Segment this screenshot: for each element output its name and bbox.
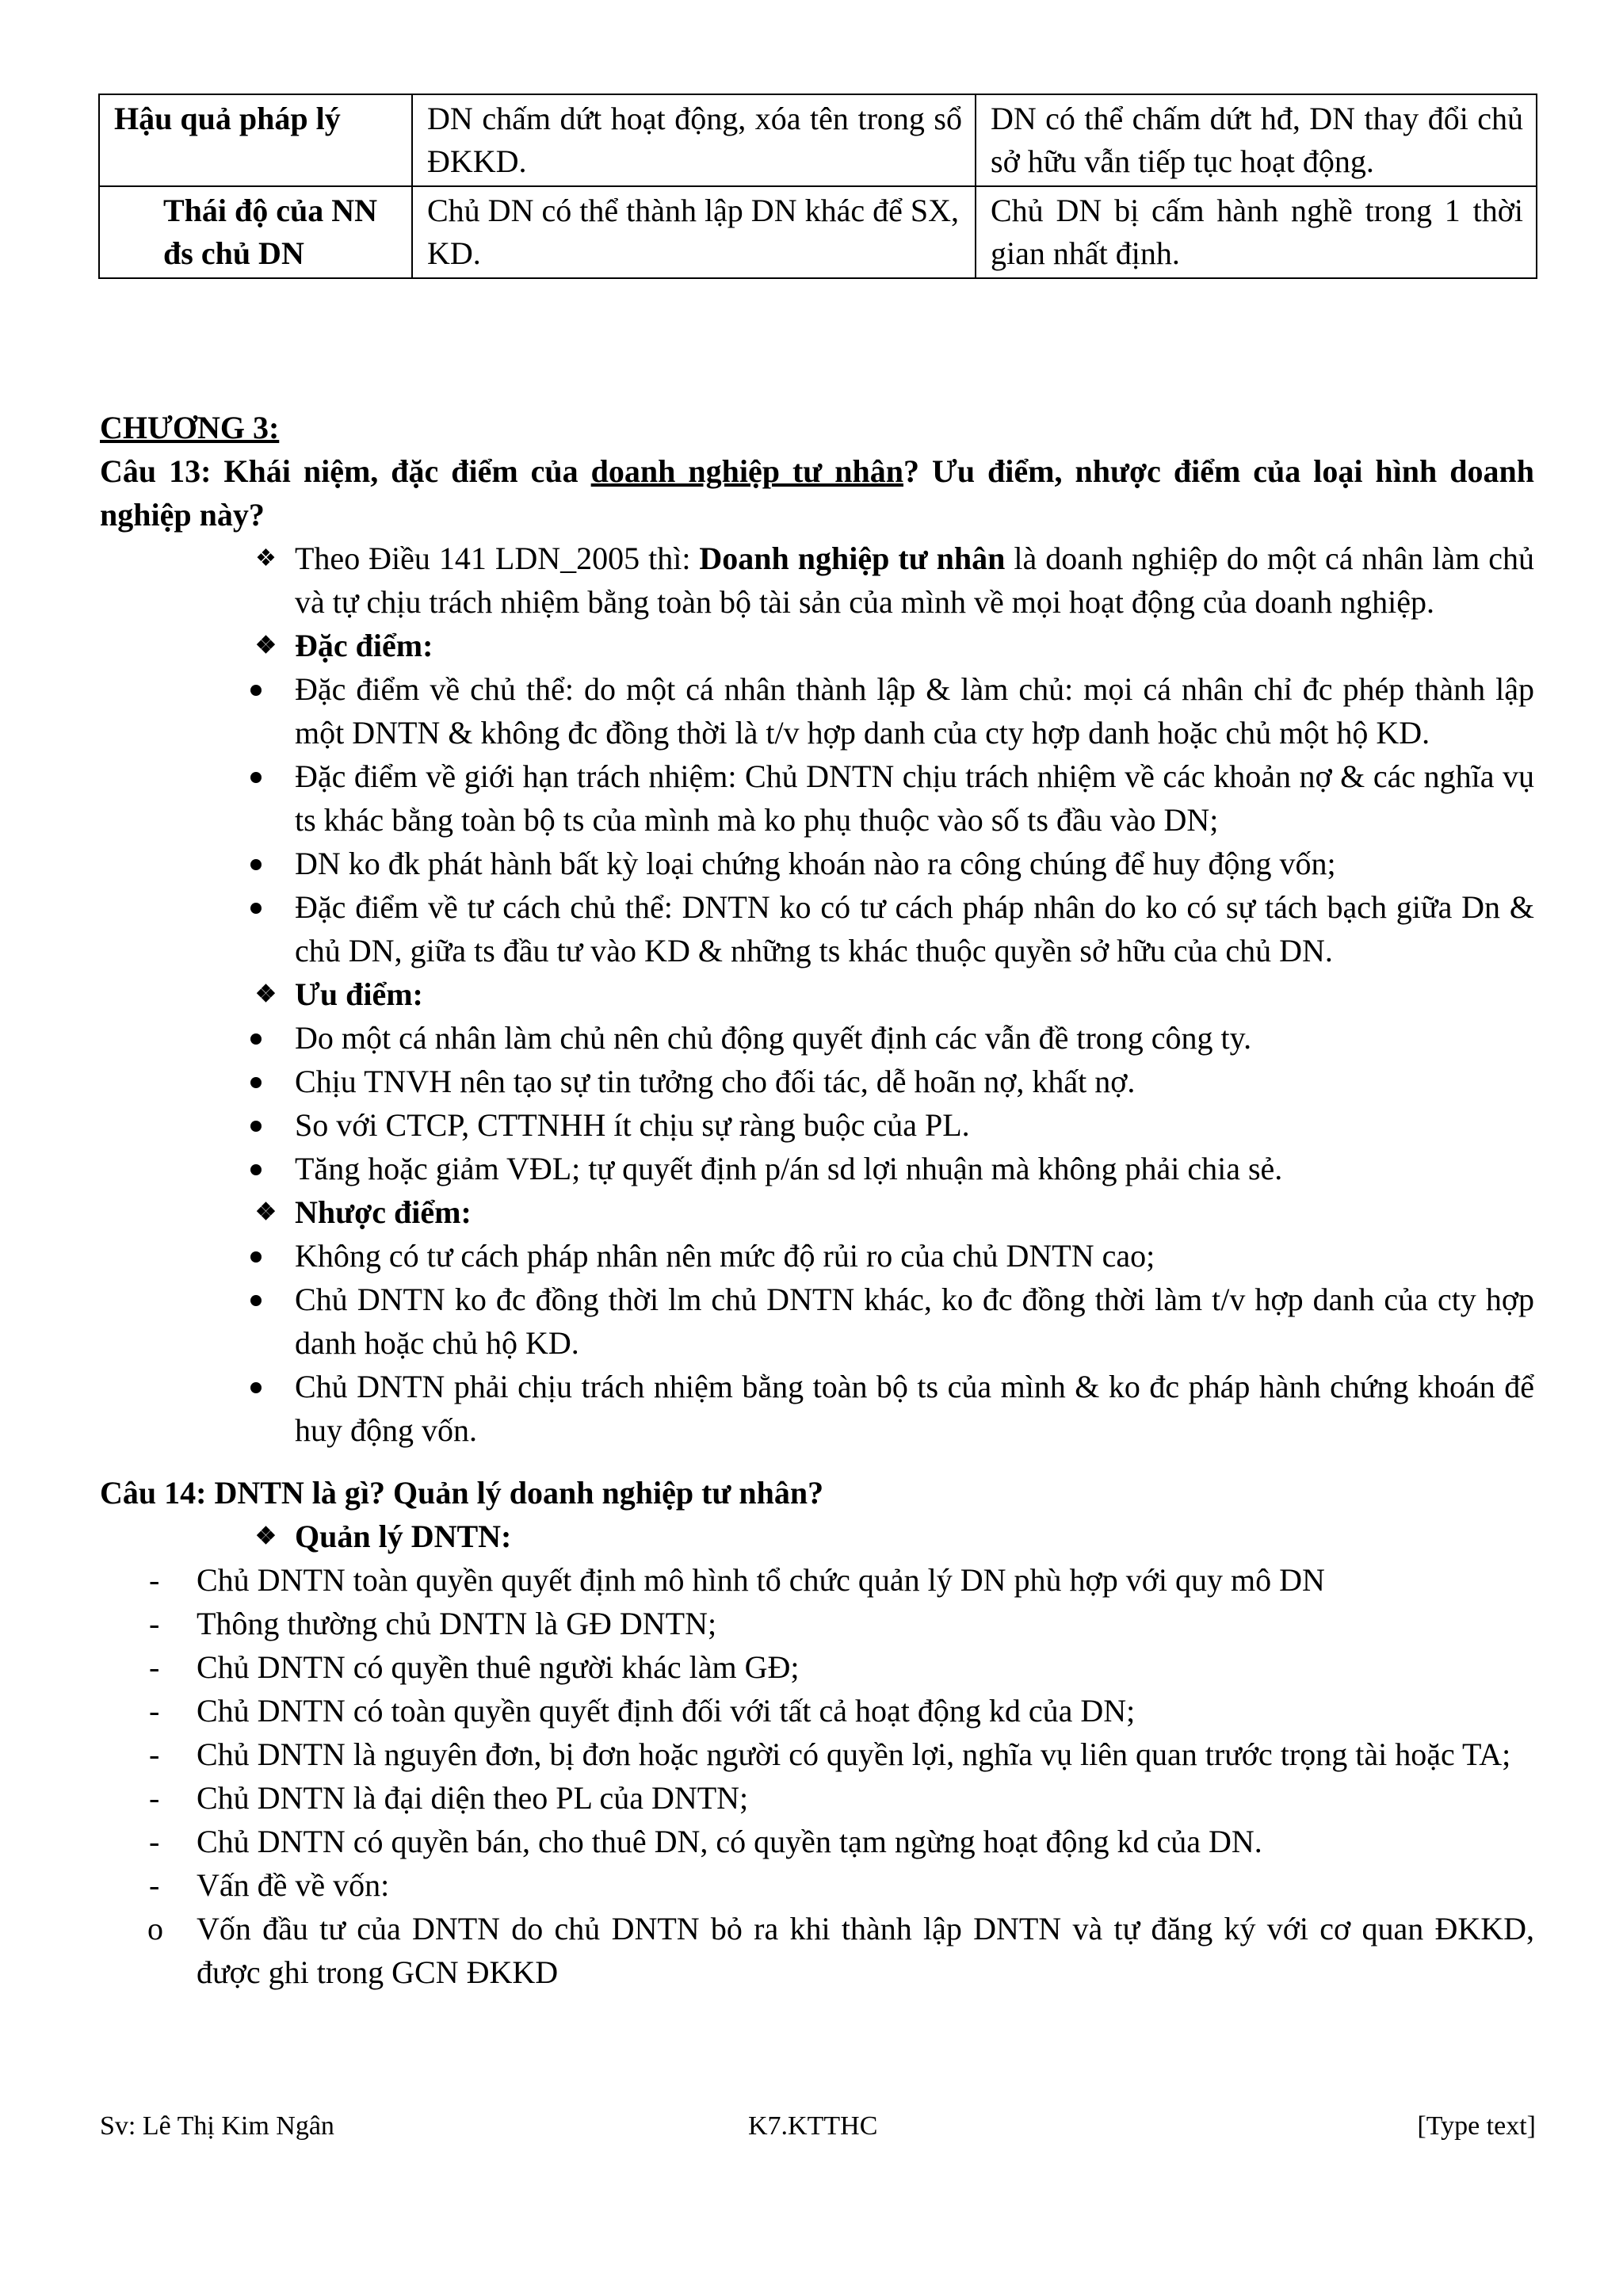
list-item: - Chủ DNTN có quyền thuê người khác làm GĐ; xyxy=(100,1645,1534,1689)
list-item: - Chủ DNTN là đại diện theo PL của DNTN; xyxy=(100,1776,1534,1820)
dash-bullet-icon: - xyxy=(149,1693,160,1729)
diamond-bullet-icon: ❖ xyxy=(255,632,277,659)
footer-author: Sv: Lê Thị Kim Ngân xyxy=(100,2111,334,2141)
list-item: Đặc điểm về giới hạn trách nhiệm: Chủ DNTN chịu trách nhiệm về các khoản nợ & các nghĩa vụ ts khác bằng toàn bộ ts của mình mà ko phụ thuộc vào số ts đầu vào DN; xyxy=(100,755,1534,842)
comparison-table xyxy=(98,94,1537,279)
bullet-dot-icon xyxy=(250,859,262,870)
dash-bullet-icon: - xyxy=(149,1606,160,1641)
list-item: Đặc điểm về chủ thể: do một cá nhân thành lập & làm chủ: mọi cá nhân chỉ đc phép thành lập một DNTN & không đc đồng thời là t/v hợp danh của cty hợp danh hoặc chủ một hộ KD. xyxy=(100,667,1534,755)
bullet-dot-icon xyxy=(250,1121,262,1132)
list-item: - Thông thường chủ DNTN là GĐ DNTN; xyxy=(100,1602,1534,1645)
bullet-dot-icon xyxy=(250,1164,262,1175)
list-item: Tăng hoặc giảm VĐL; tự quyết định p/án sd lợi nhuận mà không phải chia sẻ. xyxy=(100,1147,1534,1190)
cons-heading: ❖ Nhược điểm: xyxy=(100,1190,1534,1234)
features-heading: ❖ Đặc điểm: xyxy=(100,624,1534,667)
bullet-dot-icon xyxy=(250,1077,262,1088)
diamond-bullet-icon: ❖ xyxy=(255,981,277,1007)
definition-text-start: Theo Điều 141 LDN_2005 thì: xyxy=(295,541,700,576)
dash-bullet-icon: - xyxy=(149,1562,160,1598)
definition-text-end: là doanh nghiệp do một cá nhân làm chủ và tự chịu trách nhiệm bằng toàn bộ tài sản của mình về mọi hoạt động của doanh nghiệp. xyxy=(295,541,1534,620)
circle-bullet-icon: o xyxy=(147,1911,163,1946)
page-footer xyxy=(100,2107,1536,2146)
list-item: Chịu TNVH nên tạo sự tin tưởng cho đối tác, dễ hoãn nợ, khất nợ. xyxy=(100,1060,1534,1103)
definition-term: Doanh nghiệp tư nhân xyxy=(699,541,1006,576)
question-13-title xyxy=(100,449,1534,537)
dash-bullet-icon: - xyxy=(149,1649,160,1685)
list-item: DN ko đk phát hành bất kỳ loại chứng khoán nào ra công chúng để huy động vốn; xyxy=(100,842,1534,885)
table-cell: DN chấm dứt hoạt động, xóa tên trong sổ ĐKKD. xyxy=(412,94,976,186)
list-item: - Chủ DNTN là nguyên đơn, bị đơn hoặc người có quyền lợi, nghĩa vụ liên quan trước trọng tài hoặc TA; xyxy=(100,1733,1534,1776)
diamond-bullet-icon: ❖ xyxy=(255,1523,277,1549)
table-row-label: Hậu quả pháp lý xyxy=(99,94,412,186)
table-cell: Chủ DN bị cấm hành nghề trong 1 thời gian nhất định. xyxy=(976,186,1537,278)
list-item: Chủ DNTN ko đc đồng thời lm chủ DNTN khác, ko đc đồng thời làm t/v hợp danh của cty hợp danh hoặc chủ hộ KD. xyxy=(100,1278,1534,1365)
bullet-dot-icon xyxy=(250,1033,262,1045)
diamond-bullet-icon: ❖ xyxy=(255,545,277,571)
footer-placeholder: [Type text] xyxy=(1417,2111,1536,2141)
definition-item xyxy=(100,537,1534,624)
table-cell: Chủ DN có thể thành lập DN khác để SX, KD. xyxy=(412,186,976,278)
table-row xyxy=(99,94,1537,186)
bullet-dot-icon xyxy=(250,1382,262,1393)
pros-heading: ❖ Ưu điểm: xyxy=(100,972,1534,1016)
table-cell: DN có thể chấm dứt hđ, DN thay đổi chủ sở hữu vẫn tiếp tục hoạt động. xyxy=(976,94,1537,186)
chapter-heading: CHƯƠNG 3: xyxy=(100,410,280,445)
dash-bullet-icon: - xyxy=(149,1736,160,1772)
sub-list-item: o Vốn đầu tư của DNTN do chủ DNTN bỏ ra khi thành lập DNTN và tự đăng ký với cơ quan ĐKKD, được ghi trong GCN ĐKKD xyxy=(100,1907,1534,1994)
list-item: Do một cá nhân làm chủ nên chủ động quyết định các vẫn đề trong công ty. xyxy=(100,1016,1534,1060)
list-item: So với CTCP, CTTNHH ít chịu sự ràng buộc của PL. xyxy=(100,1103,1534,1147)
list-item: - Chủ DNTN có toàn quyền quyết định đối với tất cả hoạt động kd của DN; xyxy=(100,1689,1534,1733)
dash-bullet-icon: - xyxy=(149,1824,160,1859)
management-heading: ❖ Quản lý DNTN: xyxy=(100,1515,1534,1558)
list-item: - Chủ DNTN có quyền bán, cho thuê DN, có quyền tạm ngừng hoạt động kd của DN. xyxy=(100,1820,1534,1863)
question-13-title-end: ? Ưu điểm, nhược điểm của loại hình doanh nghiệp này? xyxy=(100,453,1534,533)
dash-bullet-icon: - xyxy=(149,1780,160,1816)
dash-bullet-icon: - xyxy=(149,1867,160,1903)
bullet-dot-icon xyxy=(250,772,262,783)
list-item: Chủ DNTN phải chịu trách nhiệm bằng toàn bộ ts của mình & ko đc pháp hành chứng khoán để huy động vốn. xyxy=(100,1365,1534,1452)
bullet-dot-icon xyxy=(250,903,262,914)
question-13-title-start: Câu 13: Khái niệm, đặc điểm của xyxy=(100,453,591,489)
question-14-title: Câu 14: DNTN là gì? Quản lý doanh nghiệp tư nhân? xyxy=(100,1475,824,1511)
list-item: Không có tư cách pháp nhân nên mức độ rủi ro của chủ DNTN cao; xyxy=(100,1234,1534,1278)
document-body xyxy=(100,406,1534,1994)
list-item: - Chủ DNTN toàn quyền quyết định mô hình tổ chức quản lý DN phù hợp với quy mô DN xyxy=(100,1558,1534,1602)
bullet-dot-icon xyxy=(250,1251,262,1263)
question-13-title-term: doanh nghiệp tư nhân xyxy=(590,453,903,489)
footer-class: K7.KTTHC xyxy=(748,2111,878,2141)
diamond-bullet-icon: ❖ xyxy=(255,1199,277,1225)
list-item: Đặc điểm về tư cách chủ thể: DNTN ko có tư cách pháp nhân do ko có sự tách bạch giữa Dn & chủ DN, giữa ts đầu tư vào KD & những ts khác thuộc quyền sở hữu của chủ DN. xyxy=(100,885,1534,972)
bullet-dot-icon xyxy=(250,1295,262,1306)
table-row-label: Thái độ của NN đs chủ DN xyxy=(99,186,412,278)
table-row xyxy=(99,186,1537,278)
bullet-dot-icon xyxy=(250,685,262,696)
list-item: - Vấn đề về vốn: xyxy=(100,1863,1534,1907)
